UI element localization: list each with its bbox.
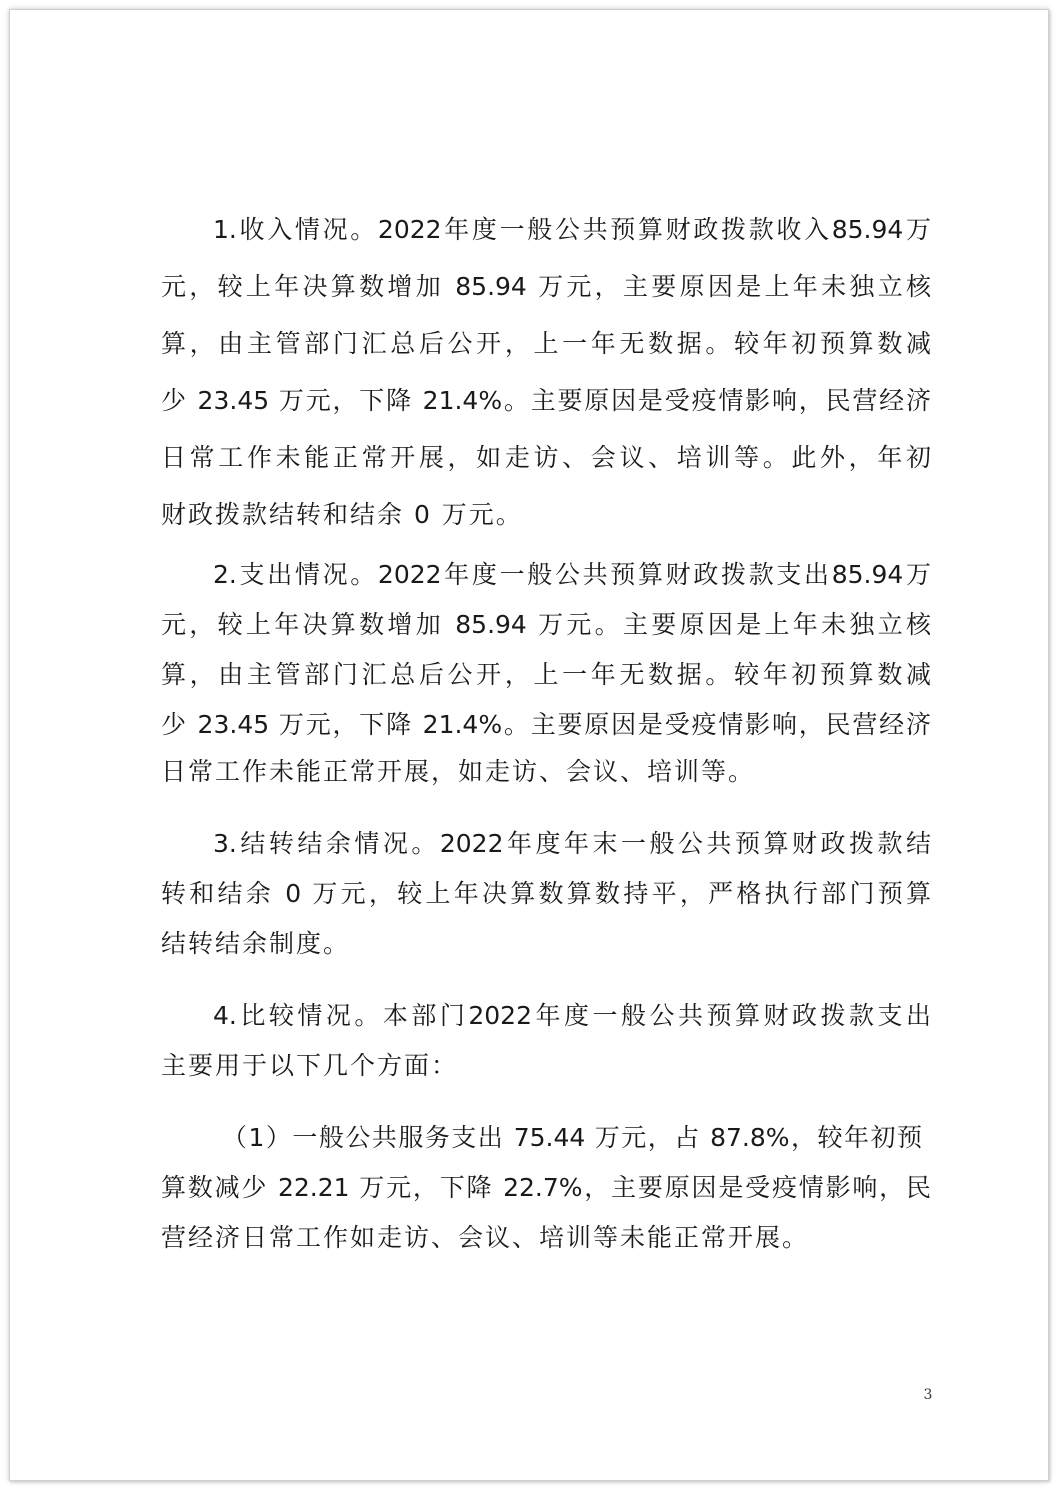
paragraph-5-line-3: 营经济日常工作如走访、会议、培训等未能正常开展。 [161,1223,810,1252]
paragraph-1-line-5: 日常工作未能正常开展，如走访、会议、培训等。此外，年初 [161,443,931,472]
paragraph-5-line-2: 算数减少 22.21 万元，下降 22.7%，主要原因是受疫情影响，民 [161,1173,931,1202]
paragraph-4-line-1: 4.比较情况。本部门2022年度一般公共预算财政拨款支出 [213,1001,931,1030]
paragraph-3-line-2: 转和结余 0 万元，较上年决算数算数持平，严格执行部门预算 [161,879,931,908]
document-page [9,9,1049,1481]
paragraph-5-line-1: （1）一般公共服务支出 75.44 万元，占 87.8%，较年初预 [222,1123,922,1152]
paragraph-1-line-3: 算，由主管部门汇总后公开，上一年无数据。较年初预算数减 [161,329,931,358]
paragraph-2-line-2: 元，较上年决算数增加 85.94 万元。主要原因是上年未独立核 [161,610,931,639]
paragraph-3-line-3: 结转结余制度。 [161,929,351,958]
paragraph-1-line-4: 少 23.45 万元，下降 21.4%。主要原因是受疫情影响，民营经济 [161,386,931,415]
paragraph-4-line-2: 主要用于以下几个方面： [161,1051,459,1080]
paragraph-1-line-6: 财政拨款结转和结余 0 万元。 [161,500,523,529]
page-number: 3 [923,1387,933,1403]
paragraph-1-line-1: 1.收入情况。2022年度一般公共预算财政拨款收入85.94万 [213,215,931,244]
paragraph-2-line-4: 少 23.45 万元，下降 21.4%。主要原因是受疫情影响，民营经济 [161,710,931,739]
paragraph-2-line-3: 算，由主管部门汇总后公开，上一年无数据。较年初预算数减 [161,660,931,689]
paragraph-2-line-1: 2.支出情况。2022年度一般公共预算财政拨款支出85.94万 [213,560,931,589]
paragraph-2-line-5: 日常工作未能正常开展，如走访、会议、培训等。 [161,757,756,786]
paragraph-1-line-2: 元，较上年决算数增加 85.94 万元，主要原因是上年未独立核 [161,272,931,301]
paragraph-3-line-1: 3.结转结余情况。2022年度年末一般公共预算财政拨款结 [213,829,931,858]
